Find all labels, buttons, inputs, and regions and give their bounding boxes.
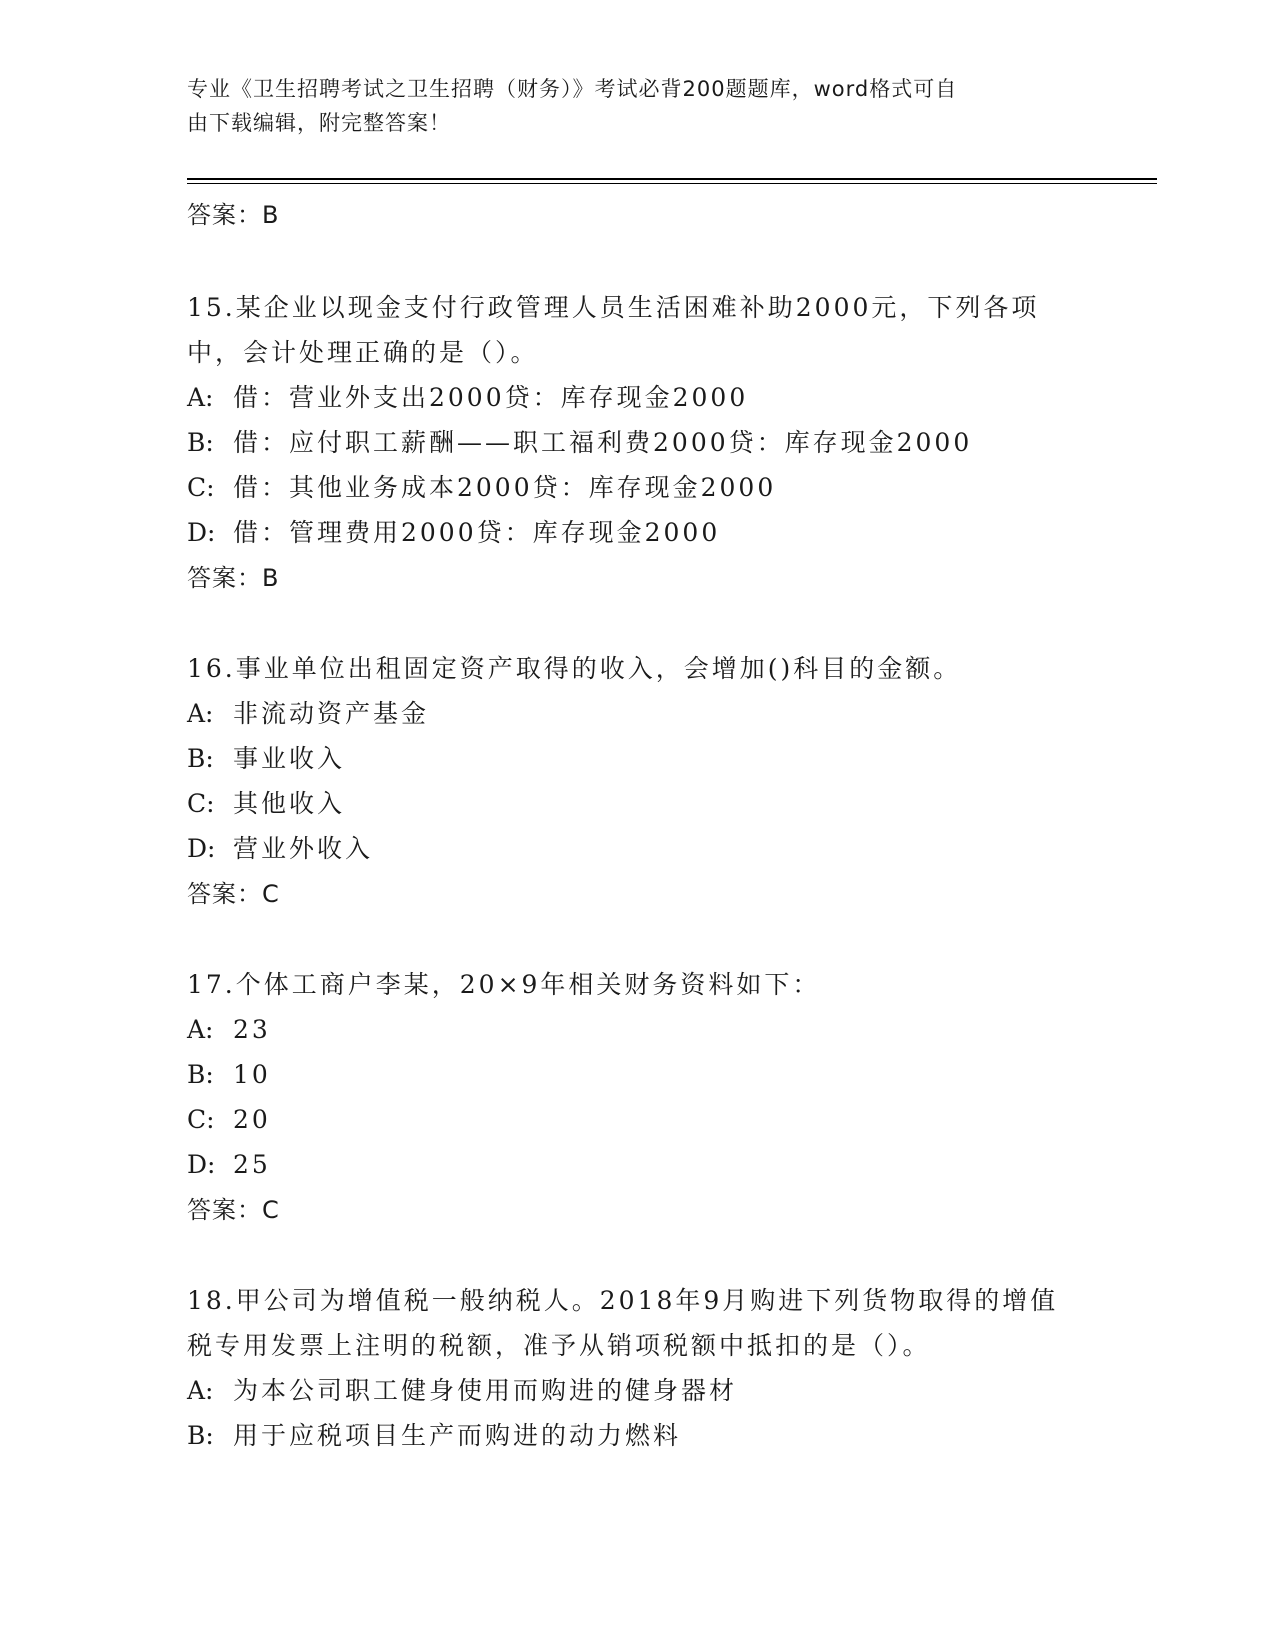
option-b	[187, 1413, 1147, 1458]
option-key: B:	[187, 428, 214, 457]
option-a	[187, 1368, 1147, 1413]
document-header	[187, 72, 1087, 140]
option-b	[187, 420, 1147, 465]
option-text: 25	[233, 1150, 271, 1179]
option-d	[187, 826, 1147, 871]
question-stem-line: 15.某企业以现金支付行政管理人员生活困难补助2000元，下列各项	[187, 293, 1040, 322]
header-divider-thin	[187, 183, 1157, 184]
option-text: 事业收入	[233, 744, 346, 773]
header-line-2: 由下载编辑，附完整答案！	[187, 111, 451, 135]
document-body	[187, 192, 1147, 1503]
option-key: A:	[187, 1376, 214, 1405]
option-text: 其他收入	[233, 789, 346, 818]
question-stem-line: 17.个体工商户李某，20×9年相关财务资料如下：	[187, 970, 821, 999]
option-text: 借：其他业务成本2000贷：库存现金2000	[233, 473, 777, 502]
option-text: 用于应税项目生产而购进的动力燃料	[233, 1421, 682, 1450]
question-17	[187, 962, 1147, 1233]
option-key: D:	[187, 834, 216, 863]
option-key: C:	[187, 789, 215, 818]
answer-line: 答案：B	[187, 201, 280, 229]
question-stem-line: 税专用发票上注明的税额，准予从销项税额中抵扣的是（）。	[187, 1331, 931, 1360]
option-text: 借：应付职工薪酬——职工福利费2000贷：库存现金2000	[233, 428, 973, 457]
option-key: A:	[187, 383, 214, 412]
option-d	[187, 510, 1147, 555]
option-text: 借：营业外支出2000贷：库存现金2000	[233, 383, 749, 412]
option-c	[187, 781, 1147, 826]
question-stem-line: 16.事业单位出租固定资产取得的收入，会增加()科目的金额。	[187, 654, 962, 683]
question-15	[187, 285, 1147, 601]
option-text: 20	[233, 1105, 271, 1134]
question-18	[187, 1278, 1147, 1458]
option-d	[187, 1142, 1147, 1187]
option-text: 23	[233, 1015, 271, 1044]
header-line-1: 专业《卫生招聘考试之卫生招聘（财务）》考试必背200题题库，word格式可自	[187, 77, 958, 101]
option-key: A:	[187, 1015, 214, 1044]
option-b	[187, 736, 1147, 781]
option-b	[187, 1052, 1147, 1097]
question-stem-line: 中，会计处理正确的是（）。	[187, 338, 539, 367]
question-stem	[187, 646, 1147, 691]
header-divider	[187, 178, 1157, 180]
option-key: B:	[187, 1060, 214, 1089]
question-stem-line: 18.甲公司为增值税一般纳税人。2018年9月购进下列货物取得的增值	[187, 1286, 1059, 1315]
option-key: C:	[187, 1105, 215, 1134]
option-c	[187, 1097, 1147, 1142]
option-key: D:	[187, 1150, 216, 1179]
question-stem	[187, 962, 1147, 1007]
option-key: A:	[187, 699, 214, 728]
option-text: 10	[233, 1060, 271, 1089]
option-key: C:	[187, 473, 215, 502]
option-key: B:	[187, 744, 214, 773]
answer-line: 答案：C	[187, 880, 280, 908]
option-a	[187, 691, 1147, 736]
option-c	[187, 465, 1147, 510]
option-a	[187, 1007, 1147, 1052]
option-text: 借：管理费用2000贷：库存现金2000	[233, 518, 721, 547]
option-a	[187, 375, 1147, 420]
option-text: 非流动资产基金	[233, 699, 430, 728]
option-text: 营业外收入	[233, 834, 374, 863]
question-16	[187, 646, 1147, 917]
answer-line: 答案：B	[187, 564, 280, 592]
option-text: 为本公司职工健身使用而购进的健身器材	[233, 1376, 738, 1405]
question-stem	[187, 1278, 1147, 1368]
option-key: B:	[187, 1421, 214, 1450]
question-stem	[187, 285, 1147, 375]
answer-line: 答案：C	[187, 1196, 280, 1224]
option-key: D:	[187, 518, 216, 547]
